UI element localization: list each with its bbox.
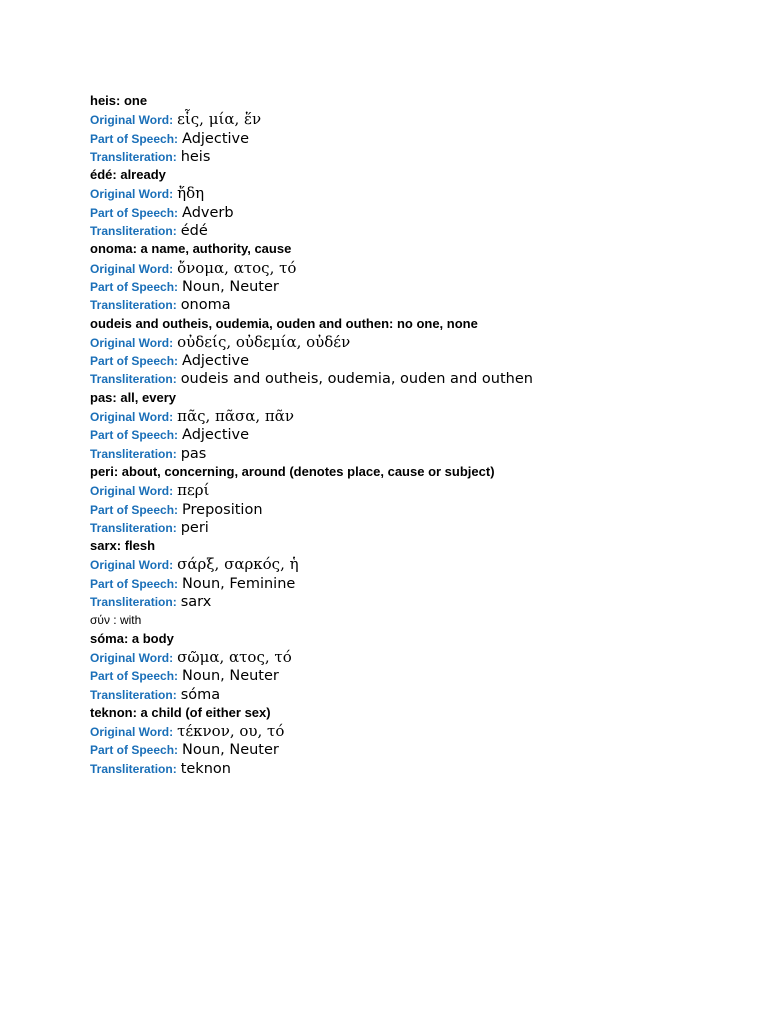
part-of-speech-label: Part of Speech: (90, 279, 179, 294)
transliteration-value: onoma (180, 297, 231, 314)
part-of-speech-value: Noun, Neuter (182, 742, 279, 759)
transliteration-row (90, 519, 750, 537)
original-word-value: περί (177, 481, 210, 500)
transliteration-row (90, 445, 750, 463)
transliteration-label: Transliteration: (90, 298, 177, 313)
dictionary-entry (90, 630, 750, 704)
original-word-label: Original Word: (90, 187, 174, 202)
part-of-speech-value: Adjective (182, 427, 250, 444)
transliteration-row (90, 370, 750, 388)
original-word-row (90, 722, 750, 741)
transliteration-label: Transliteration: (90, 520, 177, 535)
original-word-row (90, 648, 750, 667)
original-word-row (90, 184, 750, 203)
dictionary-entry (90, 704, 750, 778)
original-word-row (90, 333, 750, 352)
part-of-speech-row (90, 278, 750, 296)
entry-headword: pas: all, every (90, 389, 176, 405)
original-word-row (90, 555, 750, 574)
entry-headword: σύν : with (90, 613, 142, 628)
part-of-speech-label: Part of Speech: (90, 131, 179, 146)
transliteration-value: teknon (180, 760, 231, 777)
part-of-speech-row (90, 130, 750, 148)
original-word-label: Original Word: (90, 113, 174, 128)
original-word-label: Original Word: (90, 650, 174, 665)
dictionary-entry (90, 389, 750, 463)
original-word-row (90, 110, 750, 129)
transliteration-value: heis (180, 148, 211, 165)
entry-headword: teknon: a child (of either sex) (90, 704, 271, 720)
transliteration-row (90, 760, 750, 778)
transliteration-label: Transliteration: (90, 224, 177, 239)
transliteration-row (90, 686, 750, 704)
original-word-label: Original Word: (90, 261, 174, 276)
original-word-value: ὄνομα, ατος, τό (177, 258, 297, 277)
original-word-label: Original Word: (90, 558, 174, 573)
part-of-speech-label: Part of Speech: (90, 743, 179, 758)
original-word-value: εἷς, μία, ἕν (177, 110, 262, 129)
entry-headword: onoma: a name, authority, cause (90, 241, 292, 257)
original-word-value: τέκνον, ου, τό (177, 722, 285, 741)
part-of-speech-value: Noun, Neuter (182, 668, 279, 685)
transliteration-label: Transliteration: (90, 446, 177, 461)
part-of-speech-label: Part of Speech: (90, 354, 179, 369)
original-word-row (90, 481, 750, 500)
transliteration-label: Transliteration: (90, 687, 177, 702)
entry-headword: sarx: flesh (90, 538, 156, 554)
dictionary-entry (90, 166, 750, 240)
part-of-speech-value: Noun, Feminine (182, 575, 296, 592)
transliteration-row (90, 148, 750, 166)
transliteration-row (90, 222, 750, 240)
part-of-speech-value: Preposition (182, 501, 263, 518)
part-of-speech-row (90, 741, 750, 759)
transliteration-label: Transliteration: (90, 372, 177, 387)
transliteration-value: sarx (180, 594, 212, 611)
original-word-value: ἤδη (177, 184, 205, 203)
part-of-speech-value: Adjective (182, 353, 250, 370)
part-of-speech-row (90, 426, 750, 444)
part-of-speech-value: Adverb (182, 204, 234, 221)
dictionary-entry (90, 611, 750, 629)
entry-headword: heis: one (90, 93, 148, 108)
entry-headword: oudeis and outheis, oudemia, ouden and outhen: no one, none (90, 315, 478, 331)
transliteration-row (90, 593, 750, 611)
dictionary-entry (90, 537, 750, 611)
part-of-speech-value: Adjective (182, 130, 250, 147)
dictionary-entry (90, 315, 750, 389)
transliteration-value: oudeis and outheis, oudemia, ouden and outhen (180, 371, 533, 388)
dictionary-document (90, 92, 750, 778)
transliteration-value: édé (180, 223, 208, 240)
part-of-speech-label: Part of Speech: (90, 669, 179, 684)
original-word-value: πᾶς, πᾶσα, πᾶν (177, 407, 295, 426)
original-word-value: σάρξ, σαρκός, ἡ (177, 555, 299, 574)
original-word-row (90, 407, 750, 426)
entry-headword: édé: already (90, 167, 166, 183)
original-word-label: Original Word: (90, 725, 174, 740)
dictionary-entry (90, 240, 750, 314)
entry-headword: sóma: a body (90, 630, 174, 646)
part-of-speech-label: Part of Speech: (90, 502, 179, 517)
part-of-speech-row (90, 667, 750, 685)
part-of-speech-row (90, 204, 750, 222)
original-word-label: Original Word: (90, 410, 174, 425)
part-of-speech-row (90, 575, 750, 593)
transliteration-row (90, 296, 750, 314)
part-of-speech-value: Noun, Neuter (182, 278, 279, 295)
original-word-row (90, 259, 750, 278)
part-of-speech-label: Part of Speech: (90, 428, 179, 443)
part-of-speech-label: Part of Speech: (90, 576, 179, 591)
original-word-value: σῶμα, ατος, τό (177, 647, 292, 666)
transliteration-value: sóma (180, 686, 221, 703)
part-of-speech-row (90, 501, 750, 519)
original-word-label: Original Word: (90, 335, 174, 350)
transliteration-label: Transliteration: (90, 149, 177, 164)
original-word-label: Original Word: (90, 484, 174, 499)
original-word-value: οὐδείς, οὐδεμία, οὐδέν (177, 332, 351, 351)
part-of-speech-row (90, 352, 750, 370)
transliteration-value: peri (180, 519, 209, 536)
transliteration-label: Transliteration: (90, 761, 177, 776)
dictionary-entry (90, 463, 750, 537)
part-of-speech-label: Part of Speech: (90, 205, 179, 220)
dictionary-entry (90, 92, 750, 166)
transliteration-label: Transliteration: (90, 595, 177, 610)
transliteration-value: pas (180, 445, 207, 462)
entry-headword: peri: about, concerning, around (denotes place, cause or subject) (90, 463, 495, 479)
